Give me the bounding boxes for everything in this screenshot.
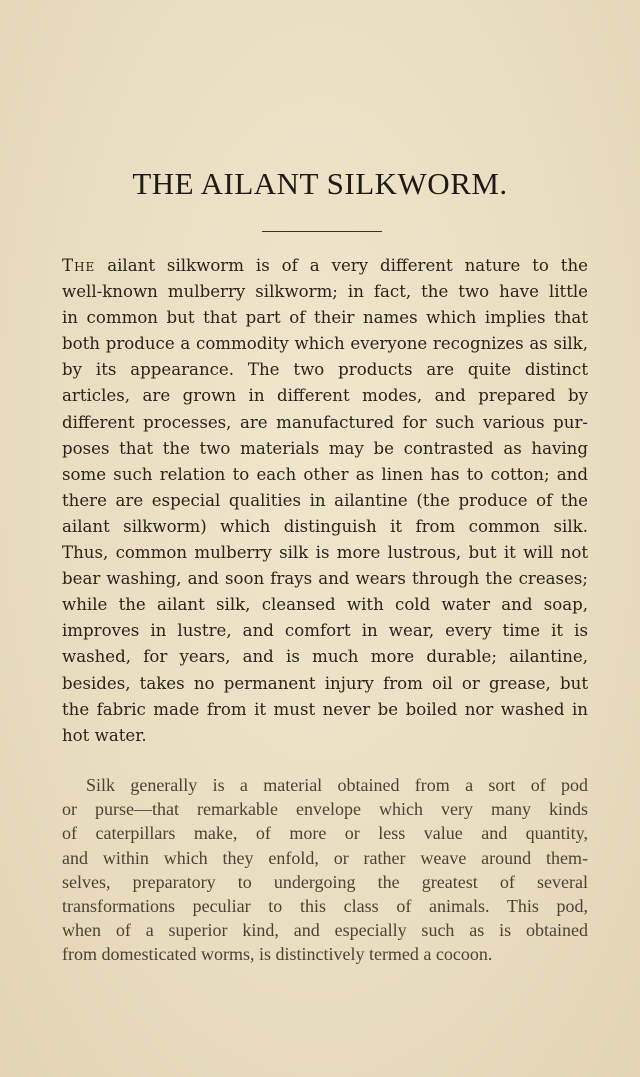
paragraph-line: besides, takes no permanent injury from oil or grease, but: [62, 673, 588, 693]
paragraph-line: of caterpillars make, of more or less value and quantity,: [62, 823, 588, 844]
paragraph-line: transformations peculiar to this class of animals. This pod,: [62, 895, 588, 916]
paragraph-line: articles, are grown in different modes, and prepared by: [62, 386, 588, 406]
paragraph-line: both produce a commodity which everyone recognizes as silk,: [62, 334, 588, 354]
drop-word: The: [62, 256, 96, 275]
paragraph-2: [62, 773, 588, 967]
paragraph-line: in common but that part of their names which implies that: [62, 308, 588, 328]
paragraph-line: there are especial qualities in ailantine (the produce of the: [62, 490, 588, 510]
paragraph-line: from domesticated worms, is distinctively termed a cocoon.: [62, 944, 493, 965]
paragraph-line: ailant silkworm) which distinguish it from common silk.: [62, 516, 588, 536]
paragraph-line: Thus, common mulberry silk is more lustrous, but it will not: [62, 543, 588, 563]
paragraph-line: and within which they enfold, or rather weave around them-: [62, 847, 588, 868]
paragraph-line: Silk generally is a material obtained from a sort of pod: [86, 775, 588, 795]
paragraph-line: selves, preparatory to undergoing the greatest of several: [62, 871, 588, 892]
paragraph-line: some such relation to each other as linen has to cotton; and: [62, 464, 588, 484]
chapter-title: THE AILANT SILKWORM.: [132, 166, 508, 201]
paragraph-line: by its appearance. The two products are quite distinct: [62, 360, 588, 380]
paragraph-line: hot water.: [62, 725, 147, 745]
paragraph-line: while the ailant silk, cleansed with cold water and soap,: [62, 595, 588, 615]
paragraph-line: bear washing, and soon frays and wears through the creases;: [62, 569, 588, 589]
paragraph-line: washed, for years, and is much more durable; ailantine,: [62, 647, 588, 667]
paragraph-line: different processes, are manufactured for such various pur-: [62, 412, 588, 432]
paragraph-line: when of a superior kind, and especially such as is obtained: [62, 920, 588, 941]
paragraph-line: the fabric made from it must never be boiled nor washed in: [62, 699, 588, 719]
paragraph-line: poses that the two materials may be contrasted as having: [62, 438, 588, 458]
title-rule: [262, 231, 382, 232]
paragraph-line: The ailant silkworm is of a very different nature to the: [62, 256, 588, 275]
paragraph-line: well-known mulberry silkworm; in fact, the two have little: [62, 282, 588, 302]
paragraph-line: improves in lustre, and comfort in wear, every time it is: [62, 621, 588, 641]
paragraph-line: or purse—that remarkable envelope which very many kinds: [62, 799, 588, 820]
paragraph-1: [62, 253, 588, 749]
